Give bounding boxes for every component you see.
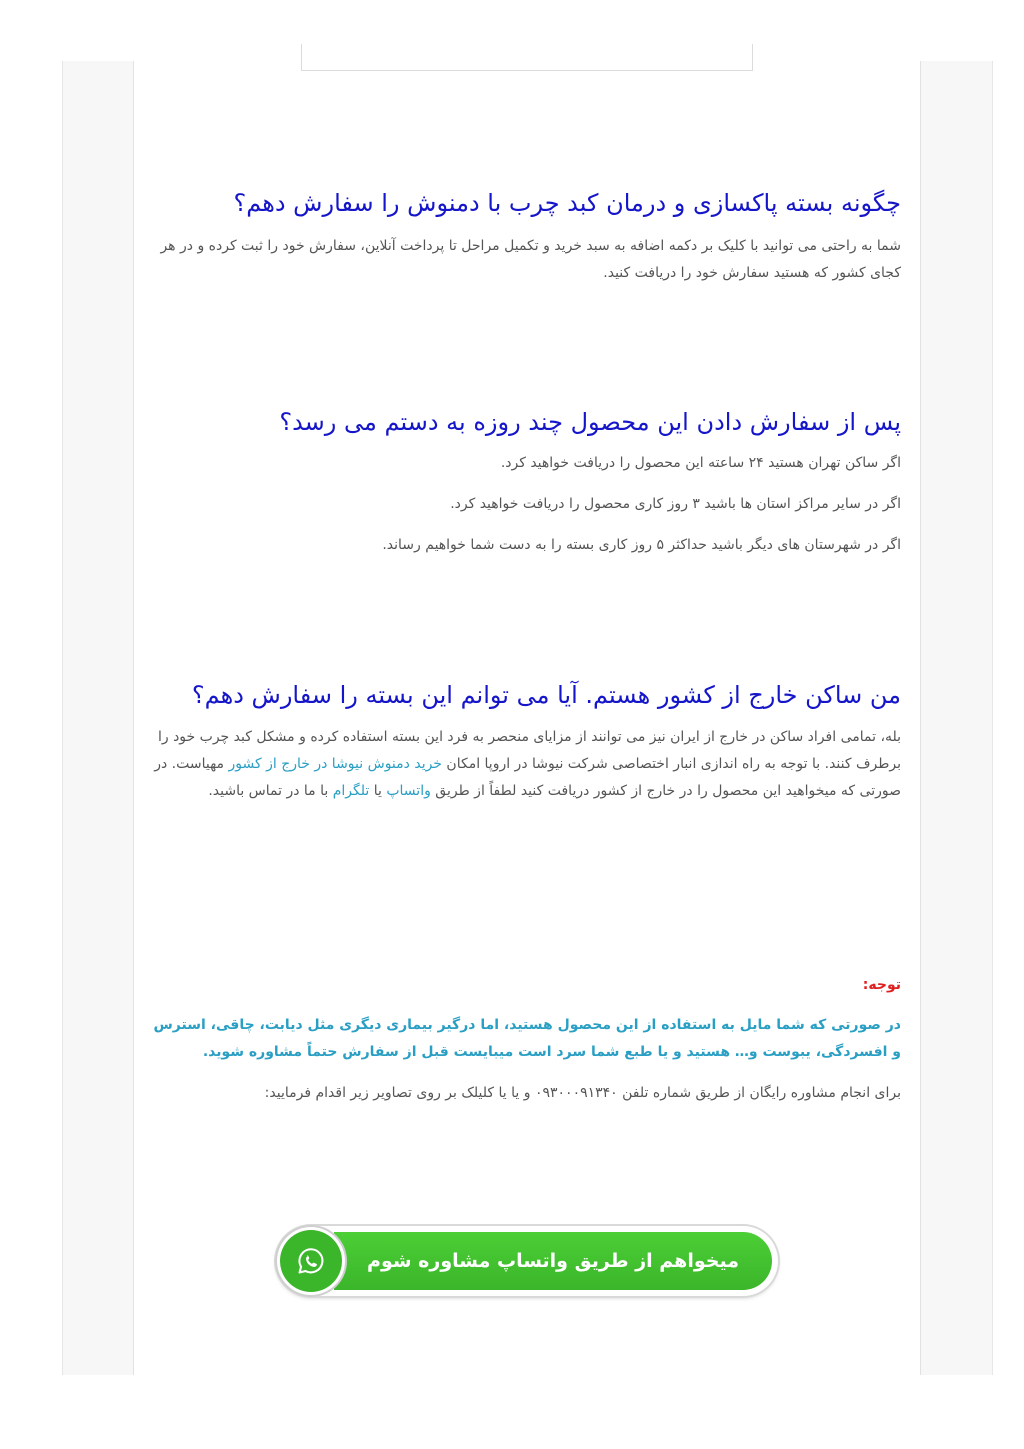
abroad-text-3: یا <box>369 783 387 799</box>
abroad-text-1: بله، تمامی افراد ساکن در خارج از ایران نیز می توانند از مزایای منحصر به فرد این بسته استفاده کرده و مشکل کبد چرب خود را برطرف کنند. با توجه به راه اندازی انبار اختصاصی شرکت نیوشا در اروپا امکان <box>157 729 901 772</box>
whatsapp-button-label: میخواهم از طریق واتساپ مشاوره شوم <box>367 1250 739 1272</box>
whatsapp-link[interactable]: واتساپ <box>386 783 431 799</box>
section-text-how-to-order: شما به راحتی می توانید با کلیک بر دکمه اضافه به سبد خرید و تکمیل مراحل تا پرداخت آنلاین، سفارش خود را ثبت کرده و در هر کجای کشور که هستید سفارش خود را دریافت کنید. <box>160 238 901 281</box>
left-gutter <box>62 61 134 1375</box>
top-image-frame <box>301 44 753 71</box>
section-delivery-time <box>152 405 901 559</box>
delivery-provinces-text: اگر در سایر مراکز استان ها باشید ۳ روز کاری محصول را دریافت خواهید کرد. <box>450 496 901 512</box>
note-title: توجه: <box>862 977 901 993</box>
whatsapp-icon[interactable] <box>280 1230 342 1292</box>
section-heading-abroad: من ساکن خارج از کشور هستم. آیا می توانم این بسته را سفارش دهم؟ <box>191 681 901 709</box>
note-body: در صورتی که شما مایل به استفاده از این محصول هستید، اما درگیر بیماری دیگری مثل دیابت، چاقی، استرس و افسردگی، یبوست و… هستید و یا طبع شما سرد است میبایست قبل از سفارش حتماً مشاوره شوید. <box>153 1017 901 1060</box>
section-heading-delivery-time: پس از سفارش دادن این محصول چند روزه به دستم می رسد؟ <box>279 408 901 436</box>
abroad-text-2: مهیاست. در صورتی که میخواهید این محصول را در خارج از کشور دریافت کنید لطفاً از طریق <box>154 756 901 799</box>
abroad-paragraph <box>152 724 901 805</box>
abroad-text-4: با ما در تماس باشید. <box>208 783 333 799</box>
section-heading-how-to-order: چگونه بسته پاکسازی و درمان کبد چرب با دمنوش را سفارش دهم؟ <box>233 189 901 217</box>
buy-abroad-link[interactable]: خرید دمنوش نیوشا در خارج از کشور <box>228 756 442 772</box>
consult-text: برای انجام مشاوره رایگان از طریق شماره تلفن ۰۹۳۰۰۰۹۱۳۴۰ و یا یا کلیلک بر روی تصاویر زیر اقدام فرمایید: <box>264 1085 901 1101</box>
telegram-link[interactable]: تلگرام <box>332 783 370 799</box>
section-how-to-order <box>152 186 901 287</box>
right-gutter <box>920 61 993 1375</box>
delivery-cities-text: اگر در شهرستان های دیگر باشید حداکثر ۵ روز کاری بسته را به دست شما خواهیم رساند. <box>382 537 901 553</box>
section-abroad <box>152 678 901 805</box>
note-section <box>152 972 901 1107</box>
whatsapp-button-bar[interactable] <box>334 1232 772 1290</box>
delivery-tehran-text: اگر ساکن تهران هستید ۲۴ ساعته این محصول را دریافت خواهید کرد. <box>500 455 901 471</box>
whatsapp-consult-button[interactable] <box>276 1226 778 1296</box>
